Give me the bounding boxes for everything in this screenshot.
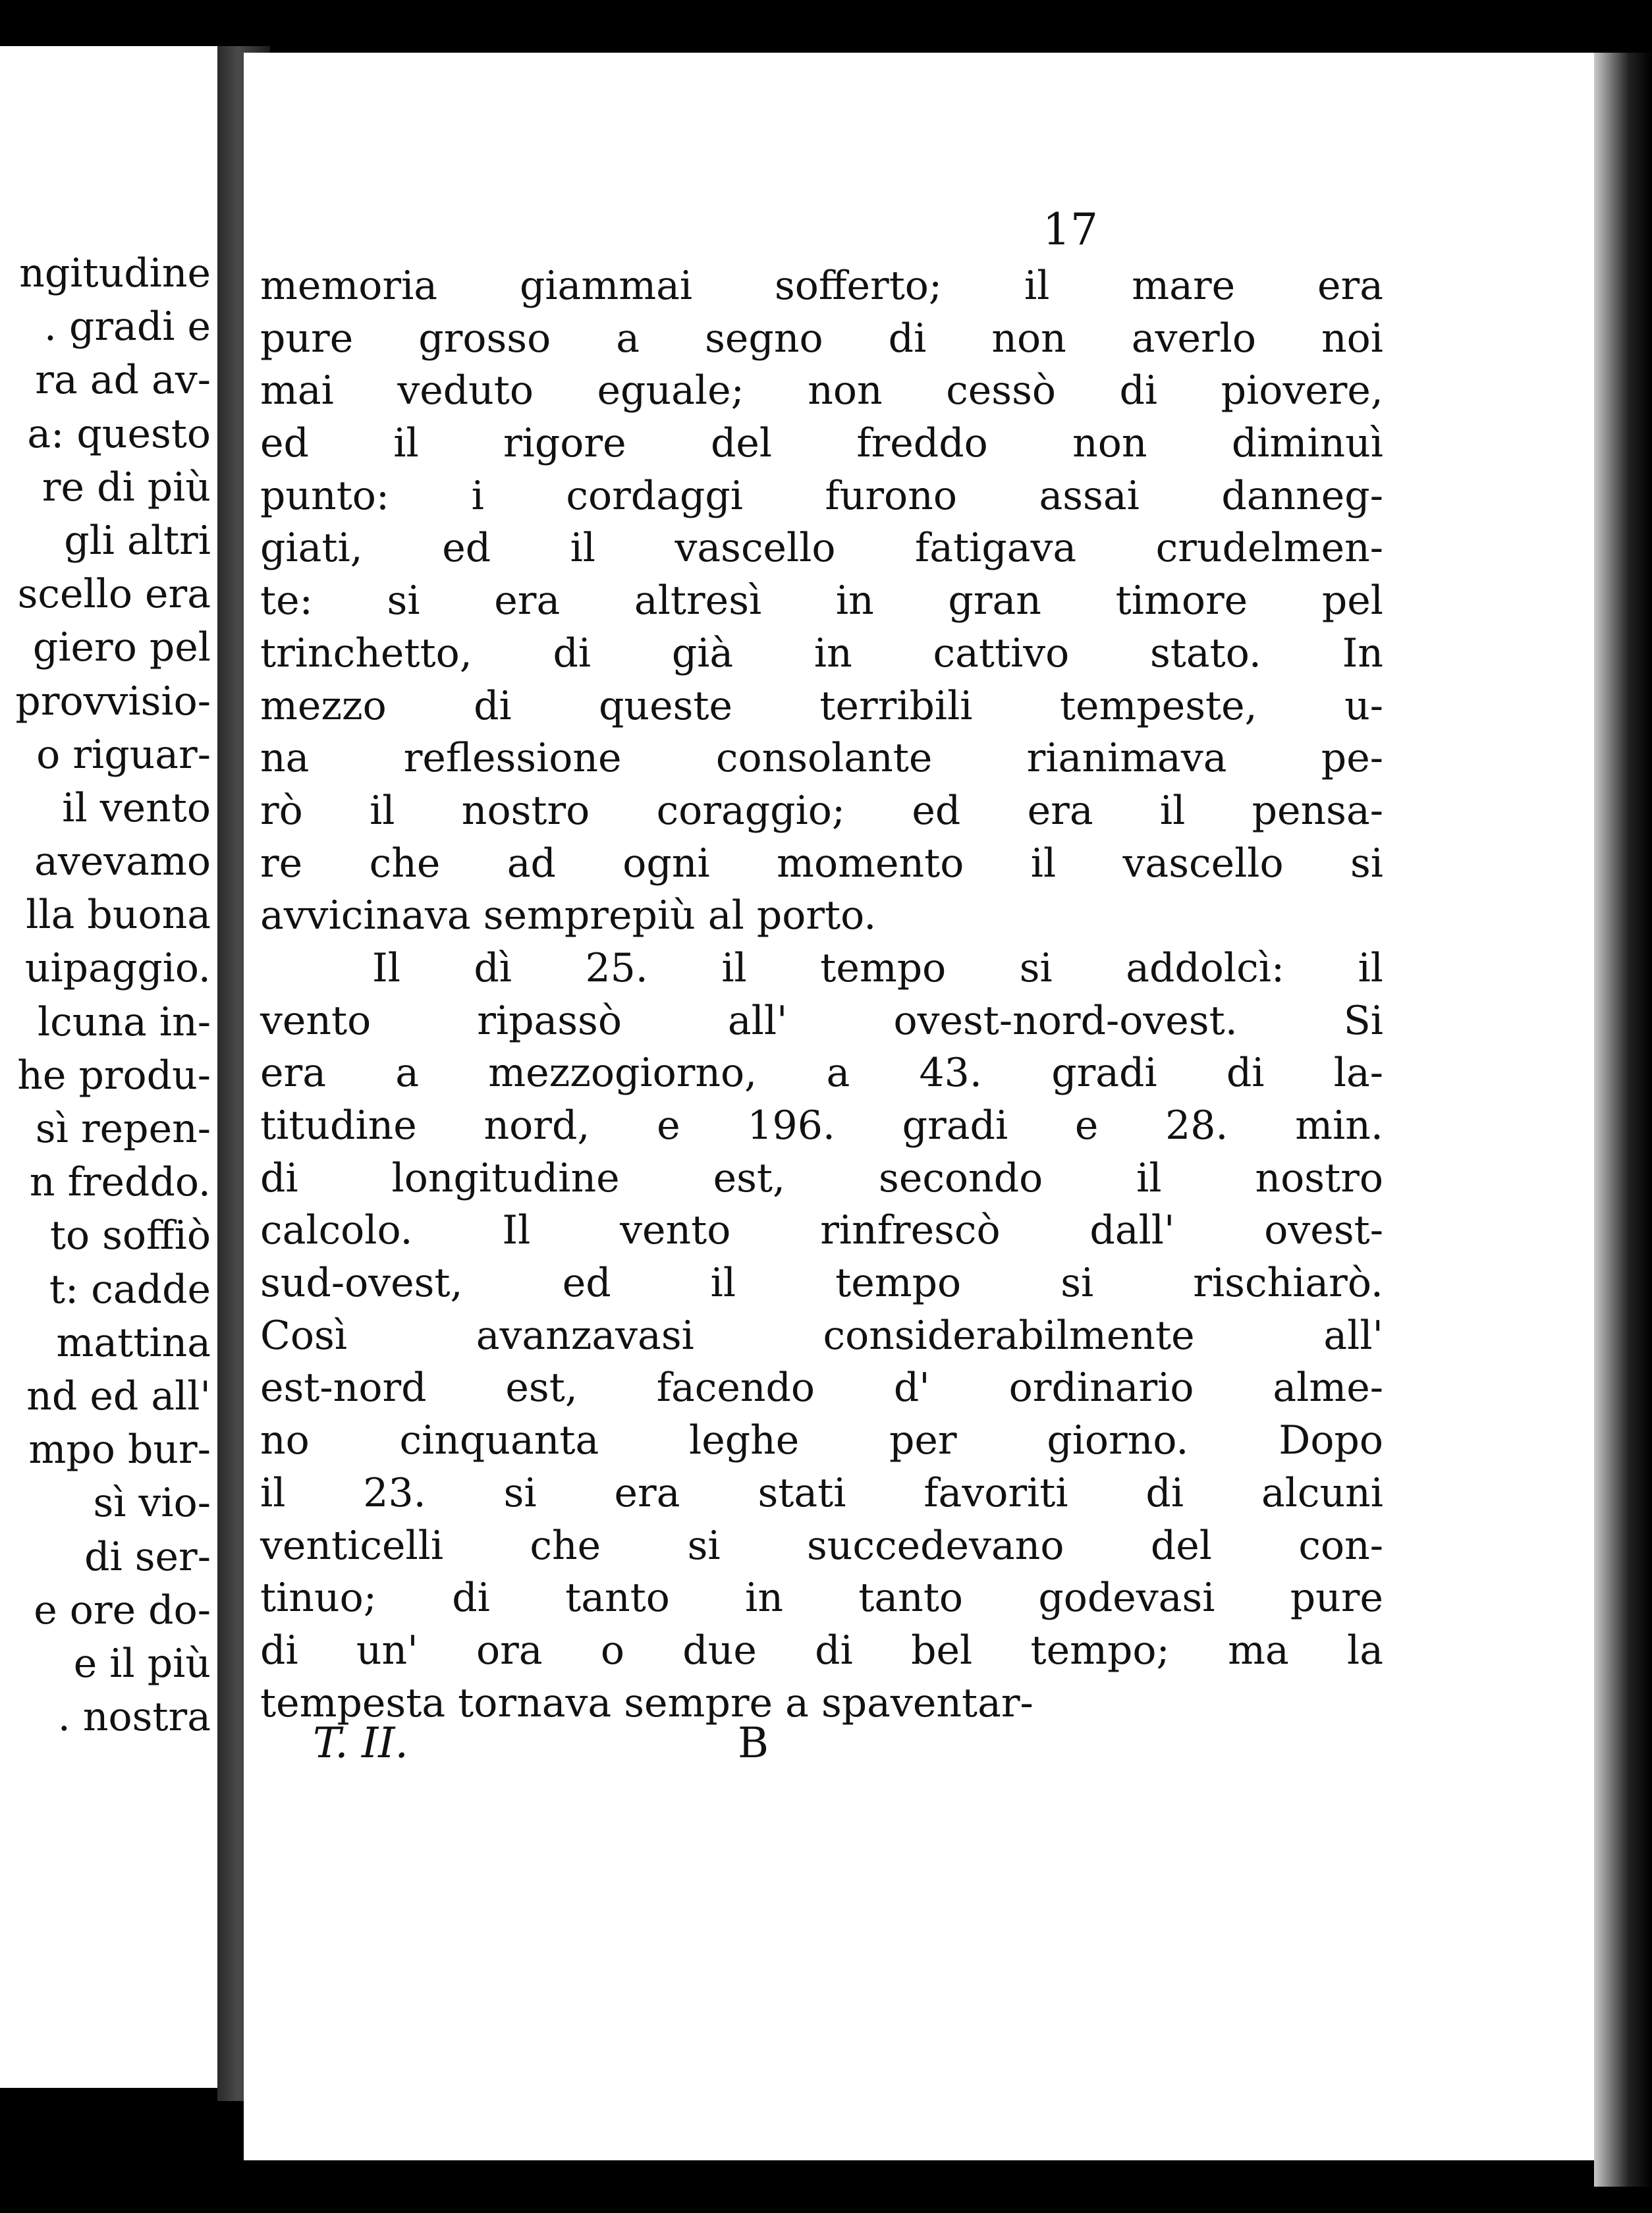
- left-page-line: il vento: [62, 784, 211, 831]
- text-line: titudine nord, e 196. gradi e 28. min.: [260, 1103, 1383, 1149]
- page-number: 17: [1043, 204, 1098, 255]
- text-line: no cinquanta leghe per giorno. Dopo: [260, 1417, 1383, 1464]
- text-line: na reflessione consolante rianimava pe-: [260, 735, 1383, 782]
- text-line: calcolo. Il vento rinfrescò dall' ovest-: [260, 1207, 1383, 1254]
- page-body-text: [260, 260, 1383, 1730]
- text-line: trinchetto, di già in cattivo stato. In: [260, 630, 1383, 676]
- text-line: di longitudine est, secondo il nostro: [260, 1155, 1383, 1201]
- left-page-line: mattina: [56, 1319, 211, 1366]
- text-line: sud-ovest, ed il tempo si rischiarò.: [260, 1260, 1383, 1307]
- left-page-line: a: questo: [27, 410, 211, 457]
- left-page-line: to soffiò: [49, 1213, 211, 1259]
- text-line: ed il rigore del freddo non diminuì: [260, 420, 1383, 467]
- text-line: tinuo; di tanto in tanto godevasi pure: [260, 1575, 1383, 1622]
- left-page-line: avevamo: [34, 838, 211, 885]
- left-page-line: lcuna in-: [37, 998, 211, 1045]
- left-page-line: ngitudine: [19, 250, 211, 296]
- text-line: avvicinava semprepiù al porto.: [260, 892, 877, 939]
- left-page-line: uipaggio.: [24, 945, 211, 992]
- left-page-line: n freddo.: [29, 1159, 211, 1206]
- text-line: memoria giammai sofferto; il mare era: [260, 263, 1383, 309]
- page-edge: [1594, 53, 1652, 2187]
- left-page-line: re di più: [41, 464, 211, 510]
- text-line: tempesta tornava sempre a spaventar-: [260, 1680, 1033, 1726]
- left-page-line: . gradi e: [43, 304, 211, 350]
- right-page: [244, 53, 1594, 2160]
- text-line: pure grosso a segno di non averlo noi: [260, 315, 1383, 362]
- text-line: re che ad ogni momento il vascello si: [260, 840, 1383, 887]
- gathering-letter: B: [738, 1719, 769, 1768]
- text-line: mezzo di queste terribili tempeste, u-: [260, 682, 1383, 729]
- left-page-line: e ore do-: [34, 1587, 211, 1633]
- left-page-line: sì vio-: [93, 1480, 211, 1527]
- left-page-line: ra ad av-: [35, 357, 211, 404]
- left-page-line: . nostra: [57, 1694, 211, 1741]
- text-line: punto: i cordaggi furono assai danneg-: [260, 472, 1383, 519]
- signature-mark: T. II.: [313, 1719, 408, 1768]
- text-line: te: si era altresì in gran timore pel: [260, 578, 1383, 624]
- left-page-line: mpo bur-: [28, 1427, 211, 1473]
- left-page-line: sì repen-: [35, 1106, 211, 1152]
- left-page-line: gli altri: [64, 517, 211, 564]
- text-line: era a mezzogiorno, a 43. gradi di la-: [260, 1050, 1383, 1097]
- left-page-line: di ser-: [84, 1533, 211, 1580]
- text-line: di un' ora o due di bel tempo; ma la: [260, 1627, 1383, 1674]
- text-line: rò il nostro coraggio; ed era il pensa-: [260, 787, 1383, 834]
- left-page-line: o riguar-: [36, 731, 211, 778]
- text-line: giati, ed il vascello fatigava crudelmen-: [260, 525, 1383, 572]
- text-line: mai veduto eguale; non cessò di piovere,: [260, 368, 1383, 414]
- text-line: il 23. si era stati favoriti di alcuni: [260, 1469, 1383, 1516]
- left-page-line: scello era: [17, 571, 211, 618]
- text-line: est-nord est, facendo d' ordinario alme-: [260, 1365, 1383, 1411]
- left-page-line: nd ed all': [26, 1373, 211, 1419]
- text-line: vento ripassò all' ovest-nord-ovest. Si: [260, 997, 1383, 1044]
- left-page-line: e il più: [73, 1640, 211, 1687]
- left-page-line: t: cadde: [49, 1266, 211, 1313]
- text-line: Così avanzavasi considerabilmente all': [260, 1312, 1383, 1359]
- text-line: Il dì 25. il tempo si addolcì: il: [372, 944, 1383, 991]
- left-page-line: lla buona: [26, 892, 211, 939]
- left-page-line: he produ-: [17, 1052, 211, 1099]
- left-facing-page: [0, 46, 217, 2088]
- left-page-line: provvisio-: [15, 678, 211, 724]
- text-line: venticelli che si succedevano del con-: [260, 1522, 1383, 1569]
- left-page-line: giero pel: [32, 624, 211, 671]
- left-page-text: [0, 247, 217, 1744]
